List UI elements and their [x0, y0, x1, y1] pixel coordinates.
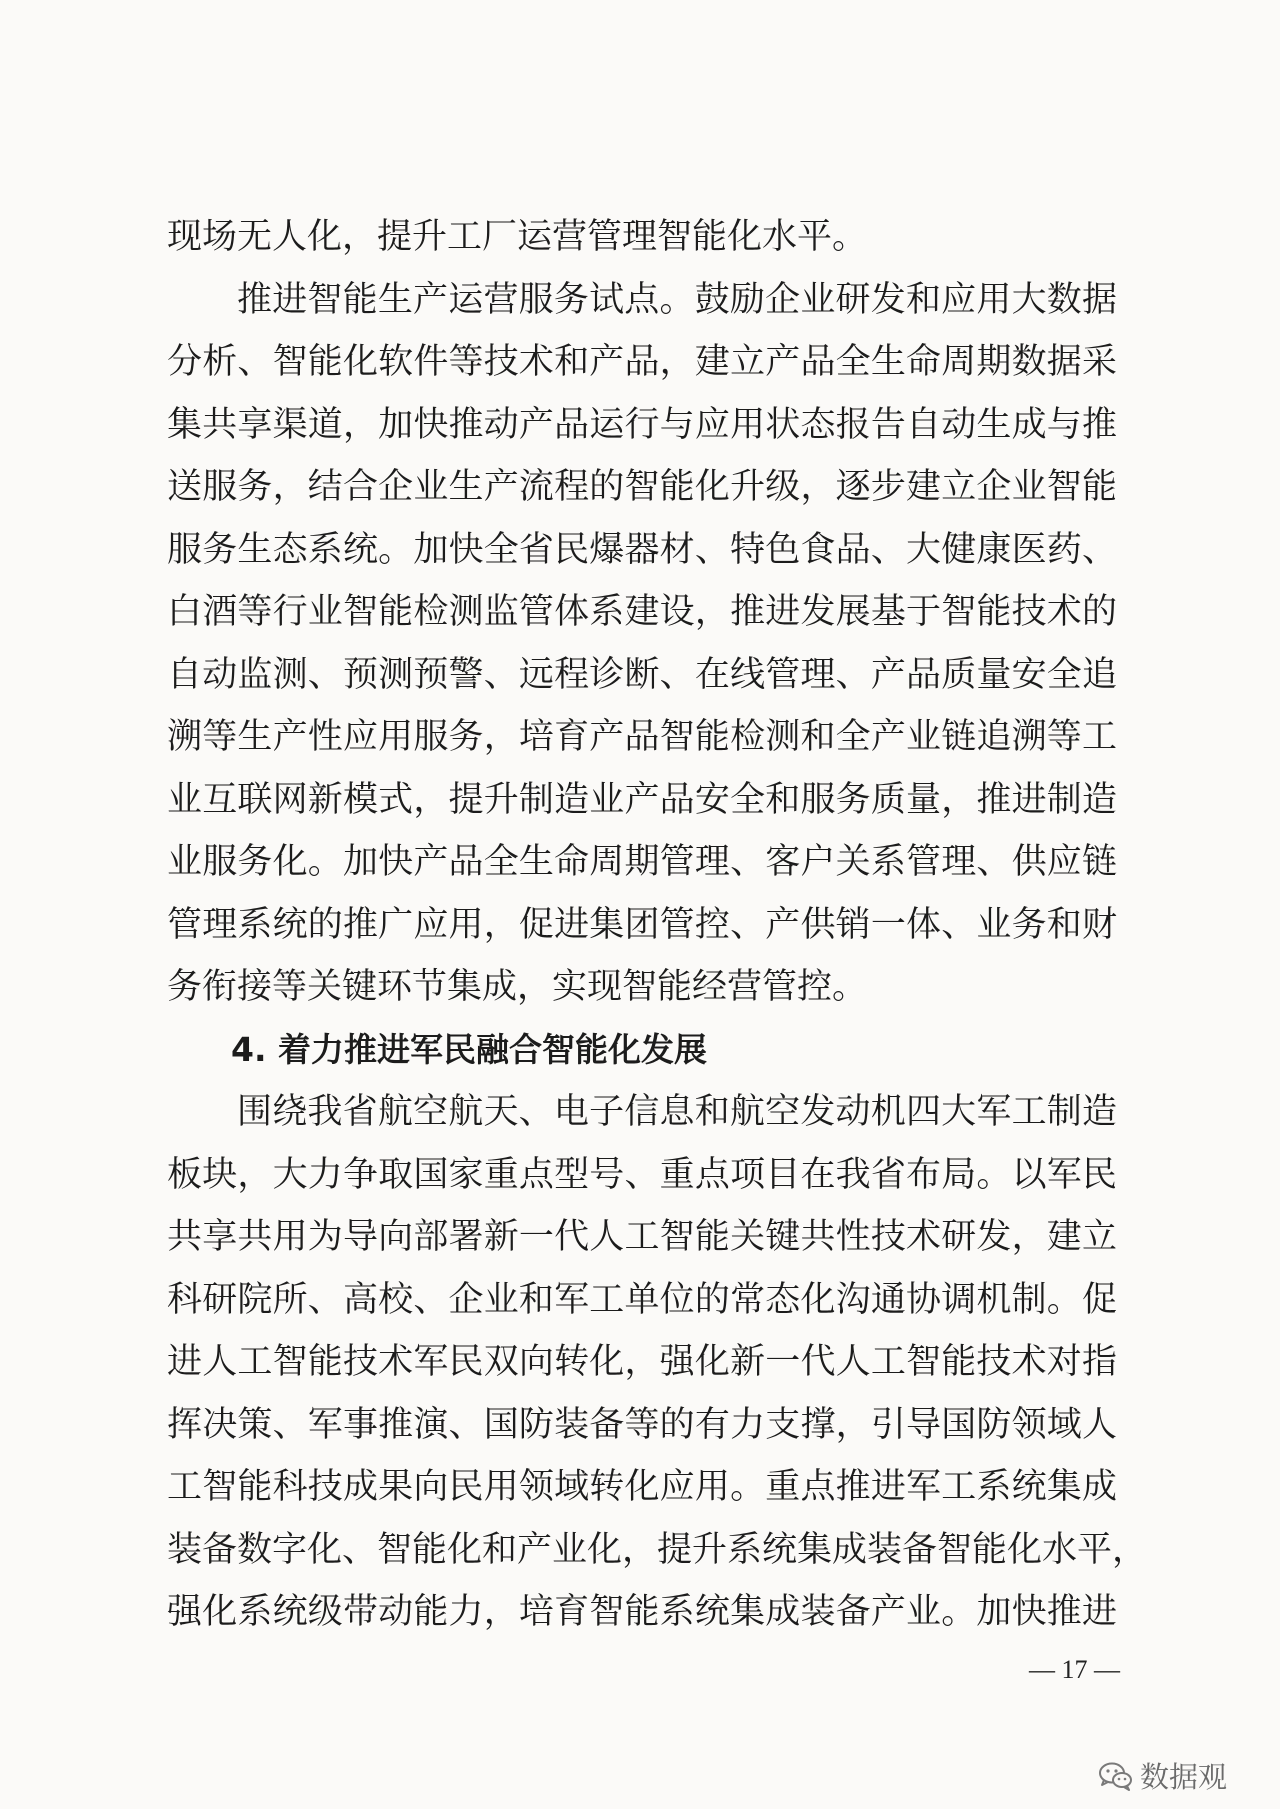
- paragraph-line: 工智能科技成果向民用领域转化应用。重点推进军工系统集成: [167, 1467, 1117, 1507]
- paragraph-line: 业服务化。加快产品全生命周期管理、客户关系管理、供应链: [167, 842, 1117, 882]
- page-number: — 17 —: [1029, 1655, 1120, 1684]
- paragraph-line: 推进智能生产运营服务试点。鼓励企业研发和应用大数据: [237, 279, 1117, 320]
- paragraph-line: 装备数字化、智能化和产业化，提升系统集成装备智能化水平，: [167, 1529, 1148, 1570]
- paragraph-line: 现场无人化，提升工厂运营管理智能化水平。: [167, 217, 868, 257]
- watermark-text: 数据观: [1140, 1760, 1228, 1794]
- paragraph-line: 强化系统级带动能力，培育智能系统集成装备产业。加快推进: [167, 1592, 1117, 1632]
- paragraph-line: 业互联网新模式，提升制造业产品安全和服务质量，推进制造: [167, 779, 1117, 820]
- paragraph-line: 板块，大力争取国家重点型号、重点项目在我省布局。以军民: [167, 1154, 1117, 1195]
- paragraph-line: 白酒等行业智能检测监管体系建设，推进发展基于智能技术的: [167, 592, 1117, 632]
- paragraph-line: 自动监测、预测预警、远程诊断、在线管理、产品质量安全追: [167, 654, 1117, 695]
- paragraph-line: 进人工智能技术军民双向转化，强化新一代人工智能技术对指: [167, 1342, 1117, 1382]
- watermark: [1098, 1755, 1227, 1796]
- paragraph-line: 科研院所、高校、企业和军工单位的常态化沟通协调机制。促: [167, 1279, 1117, 1320]
- paragraph-line: 溯等生产性应用服务，培育产品智能检测和全产业链追溯等工: [167, 717, 1117, 757]
- paragraph-line: 送服务，结合企业生产流程的智能化升级，逐步建立企业智能: [167, 467, 1117, 507]
- section-heading: 4. 着力推进军民融合智能化发展: [231, 1029, 707, 1069]
- paragraph-line: 管理系统的推广应用，促进集团管控、产供销一体、业务和财: [167, 904, 1117, 945]
- paragraph-line: 服务生态系统。加快全省民爆器材、特色食品、大健康医药、: [167, 529, 1117, 570]
- paragraph-line: 共享共用为导向部署新一代人工智能关键共性技术研发，建立: [167, 1217, 1117, 1257]
- paragraph-line: 务衔接等关键环节集成，实现智能经营管控。: [167, 967, 868, 1007]
- paragraph-line: 集共享渠道，加快推动产品运行与应用状态报告自动生成与推: [167, 404, 1117, 445]
- paragraph-line: 分析、智能化软件等技术和产品，建立产品全生命周期数据采: [167, 342, 1117, 382]
- wechat-icon: [1098, 1761, 1134, 1791]
- body-text: [167, 206, 1148, 1644]
- paragraph-line: 挥决策、军事推演、国防装备等的有力支撑，引导国防领域人: [167, 1404, 1117, 1445]
- paragraph-line: 围绕我省航空航天、电子信息和航空发动机四大军工制造: [237, 1092, 1117, 1132]
